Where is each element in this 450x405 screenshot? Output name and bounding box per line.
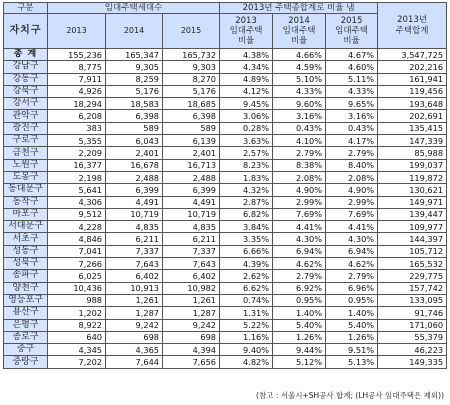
ratio-2015-cell: 2.79% [326,147,378,159]
table-row [4,171,447,183]
households-2013-cell: 8,922 [48,319,106,331]
households-2013-cell: 7,911 [48,73,106,85]
rental-housing-table [3,2,447,369]
households-2013-cell: 7,266 [48,258,106,270]
households-2014-cell: 1,287 [106,307,163,319]
households-2015-cell: 7,656 [163,356,220,368]
region-cell: 중구 [4,344,48,356]
header-rental-households: 임대주택세대수 [48,3,220,14]
region-cell: 광진구 [4,122,48,134]
total-housing-cell: 55,379 [378,331,447,343]
households-2013-cell: 7,202 [48,356,106,368]
table-row [4,208,447,220]
households-2015-cell: 6,139 [163,135,220,147]
households-2015-cell: 5,176 [163,85,220,97]
households-2014-cell: 589 [106,122,163,134]
ratio-2015-cell: 0.95% [326,294,378,306]
households-2014-cell: 18,583 [106,98,163,110]
households-2015-cell: 698 [163,331,220,343]
ratio-2013-cell: 9.45% [220,98,273,110]
ratio-2015-cell: 4.90% [326,184,378,196]
ratio-2015-cell: 7.69% [326,208,378,220]
households-2014-cell: 6,043 [106,135,163,147]
table-row [4,282,447,294]
ratio-2013-cell: 6.62% [220,282,273,294]
households-2013-cell: 5,355 [48,135,106,147]
total-housing-cell: 229,775 [378,270,447,282]
table-row [4,307,447,319]
households-2013-cell: 8,775 [48,61,106,73]
households-2014-cell: 6,398 [106,110,163,122]
region-cell: 강남구 [4,61,48,73]
households-2013-cell: 10,436 [48,282,106,294]
ratio-2014-cell: 6.94% [273,245,326,257]
total-housing-cell: 46,223 [378,344,447,356]
households-2014-cell: 6,399 [106,184,163,196]
ratio-2014-cell: 2.08% [273,171,326,183]
region-cell: 종로구 [4,331,48,343]
households-2014-cell: 6,211 [106,233,163,245]
header-col-2015: 2015 [163,14,220,49]
ratio-2014-cell: 3.16% [273,110,326,122]
ratio-2014-cell: 4.41% [273,221,326,233]
region-cell: 영등포구 [4,294,48,306]
households-2013-cell: 7,041 [48,245,106,257]
header-ratio-2015 [326,14,378,49]
header-ratio-line: 2015 [340,15,363,26]
ratio-2015-cell: 6.94% [326,245,378,257]
households-2015-cell: 4,491 [163,196,220,208]
households-2015-cell: 10,719 [163,208,220,220]
ratio-2013-cell: 3.06% [220,110,273,122]
header-ratio-2014 [273,14,326,49]
ratio-2015-cell: 5.40% [326,319,378,331]
header-total-housing-line: 주택합계 [395,25,429,36]
region-cell: 총 계 [4,49,48,61]
header-ratio-line: 임대주택 [229,25,263,36]
ratio-2014-cell: 2.79% [273,270,326,282]
households-2014-cell: 1,261 [106,294,163,306]
households-2014-cell: 2,488 [106,171,163,183]
households-2013-cell: 640 [48,331,106,343]
region-cell: 성북구 [4,258,48,270]
header-ratio-line: 비율 [343,36,360,47]
households-2015-cell: 1,261 [163,294,220,306]
ratio-2014-cell: 4.62% [273,258,326,270]
ratio-2015-cell: 9.51% [326,344,378,356]
households-2013-cell: 4,306 [48,196,106,208]
ratio-2013-cell: 4.32% [220,184,273,196]
ratio-2013-cell: 1.83% [220,171,273,183]
header-ratio-line: 비율 [237,36,255,47]
ratio-2014-cell: 6.92% [273,282,326,294]
ratio-2013-cell: 4.38% [220,49,273,61]
ratio-2015-cell: 1.26% [326,331,378,343]
households-2014-cell: 2,401 [106,147,163,159]
ratio-2014-cell: 0.43% [273,122,326,134]
households-2015-cell: 165,732 [163,49,220,61]
ratio-2014-cell: 1.40% [273,307,326,319]
households-2015-cell: 8,270 [163,73,220,85]
region-cell: 서초구 [4,233,48,245]
households-2014-cell: 9,242 [106,319,163,331]
region-cell: 구로구 [4,135,48,147]
header-col-2014: 2014 [106,14,163,49]
total-housing-cell: 147,339 [378,135,447,147]
region-cell: 강북구 [4,85,48,97]
households-2014-cell: 9,305 [106,61,163,73]
header-total-housing [378,3,447,49]
total-housing-cell: 157,742 [378,282,447,294]
ratio-2014-cell: 5.40% [273,319,326,331]
header-col-2013: 2013 [48,14,106,49]
ratio-2014-cell: 0.95% [273,294,326,306]
region-cell: 동작구 [4,196,48,208]
total-housing-cell: 149,971 [378,196,447,208]
ratio-2015-cell: 3.16% [326,110,378,122]
ratio-2013-cell: 1.31% [220,307,273,319]
total-housing-cell: 149,335 [378,356,447,368]
ratio-2014-cell: 2.99% [273,196,326,208]
households-2013-cell: 6,025 [48,270,106,282]
households-2015-cell: 7,337 [163,245,220,257]
table-row [4,61,447,73]
ratio-2013-cell: 9.40% [220,344,273,356]
table-row [4,98,447,110]
households-2013-cell: 2,198 [48,171,106,183]
table-row [4,245,447,257]
table-row [4,73,447,85]
region-cell: 강서구 [4,98,48,110]
households-2015-cell: 4,835 [163,221,220,233]
header-ratio-group: 2013년 주택종합계로 비율 냄 [220,3,378,14]
header-gubun: 구분 [4,3,48,14]
ratio-2015-cell: 4.41% [326,221,378,233]
region-cell: 성동구 [4,245,48,257]
households-2013-cell: 383 [48,122,106,134]
households-2015-cell: 9,303 [163,61,220,73]
ratio-2014-cell: 5.12% [273,356,326,368]
households-2014-cell: 7,643 [106,258,163,270]
footnote: (참고 : 서울시+SH공사 합계; (LH공사 임대주택은 제외)) [256,391,444,400]
region-cell: 송파구 [4,270,48,282]
households-2014-cell: 165,347 [106,49,163,61]
ratio-2013-cell: 4.34% [220,61,273,73]
ratio-2013-cell: 4.12% [220,85,273,97]
households-2015-cell: 2,488 [163,171,220,183]
households-2015-cell: 10,982 [163,282,220,294]
ratio-2015-cell: 0.43% [326,122,378,134]
table-row [4,110,447,122]
total-housing-cell: 109,977 [378,221,447,233]
ratio-2015-cell: 4.30% [326,233,378,245]
table-row [4,184,447,196]
header-ratio-line: 2013 [235,15,257,26]
households-2013-cell: 5,641 [48,184,106,196]
total-housing-cell: 202,216 [378,61,447,73]
ratio-2015-cell: 9.65% [326,98,378,110]
total-housing-cell: 85,988 [378,147,447,159]
households-2013-cell: 4,926 [48,85,106,97]
households-2013-cell: 4,345 [48,344,106,356]
header-ratio-line: 비율 [290,36,308,47]
ratio-2015-cell: 2.08% [326,171,378,183]
households-2013-cell: 9,512 [48,208,106,220]
table-row [4,344,447,356]
households-2015-cell: 18,685 [163,98,220,110]
region-cell: 서대문구 [4,221,48,233]
region-cell: 동대문구 [4,184,48,196]
table-row [4,294,447,306]
households-2015-cell: 6,399 [163,184,220,196]
total-housing-cell: 119,872 [378,171,447,183]
ratio-2015-cell: 5.13% [326,356,378,368]
region-cell: 은평구 [4,319,48,331]
header-ratio-2013 [220,14,273,49]
header-region: 자치구 [4,14,48,49]
total-housing-cell: 202,691 [378,110,447,122]
households-2013-cell: 4,846 [48,233,106,245]
region-cell: 관악구 [4,110,48,122]
ratio-2013-cell: 2.62% [220,270,273,282]
ratio-2014-cell: 4.33% [273,85,326,97]
ratio-2015-cell: 1.40% [326,307,378,319]
households-2014-cell: 16,678 [106,159,163,171]
households-2015-cell: 589 [163,122,220,134]
ratio-2014-cell: 4.10% [273,135,326,147]
table-header [4,3,447,49]
table-row [4,135,447,147]
table-row [4,356,447,368]
households-2014-cell: 8,259 [106,73,163,85]
ratio-2013-cell: 5.22% [220,319,273,331]
table-row [4,85,447,97]
ratio-2013-cell: 6.66% [220,245,273,257]
total-housing-cell: 199,037 [378,159,447,171]
ratio-2014-cell: 4.30% [273,233,326,245]
total-housing-cell: 133,095 [378,294,447,306]
ratio-2015-cell: 4.17% [326,135,378,147]
ratio-2013-cell: 8.23% [220,159,273,171]
ratio-2015-cell: 8.40% [326,159,378,171]
region-cell: 강동구 [4,73,48,85]
header-total-housing-line: 2013년 [397,15,427,26]
households-2015-cell: 1,287 [163,307,220,319]
total-housing-cell: 3,547,725 [378,49,447,61]
households-2014-cell: 10,719 [106,208,163,220]
households-2014-cell: 4,835 [106,221,163,233]
total-housing-cell: 119,456 [378,85,447,97]
region-cell: 중랑구 [4,356,48,368]
region-cell: 노원구 [4,159,48,171]
total-housing-cell: 139,447 [378,208,447,220]
households-2015-cell: 6,402 [163,270,220,282]
households-2013-cell: 988 [48,294,106,306]
households-2014-cell: 7,644 [106,356,163,368]
ratio-2013-cell: 1.16% [220,331,273,343]
ratio-2015-cell: 6.96% [326,282,378,294]
households-2015-cell: 6,398 [163,110,220,122]
ratio-2015-cell: 4.62% [326,258,378,270]
ratio-2014-cell: 9.60% [273,98,326,110]
total-housing-cell: 171,060 [378,319,447,331]
households-2014-cell: 6,402 [106,270,163,282]
ratio-2013-cell: 3.35% [220,233,273,245]
table-row [4,331,447,343]
table-row [4,147,447,159]
table-row-total [4,49,447,61]
table-body [4,49,447,369]
ratio-2015-cell: 2.79% [326,270,378,282]
total-housing-cell: 135,415 [378,122,447,134]
ratio-2014-cell: 5.10% [273,73,326,85]
ratio-2013-cell: 3.84% [220,221,273,233]
ratio-2014-cell: 2.79% [273,147,326,159]
households-2015-cell: 6,211 [163,233,220,245]
households-2014-cell: 4,365 [106,344,163,356]
table-row [4,196,447,208]
ratio-2013-cell: 0.28% [220,122,273,134]
region-cell: 용산구 [4,307,48,319]
region-cell: 도봉구 [4,171,48,183]
ratio-2014-cell: 4.90% [273,184,326,196]
header-ratio-line: 임대주택 [335,25,368,36]
total-housing-cell: 105,712 [378,245,447,257]
ratio-2014-cell: 7.69% [273,208,326,220]
table-row [4,221,447,233]
ratio-2013-cell: 4.89% [220,73,273,85]
households-2013-cell: 18,294 [48,98,106,110]
total-housing-cell: 144,397 [378,233,447,245]
households-2013-cell: 1,202 [48,307,106,319]
ratio-2015-cell: 4.67% [326,49,378,61]
ratio-2013-cell: 2.87% [220,196,273,208]
region-cell: 마포구 [4,208,48,220]
ratio-2015-cell: 4.60% [326,61,378,73]
households-2014-cell: 4,491 [106,196,163,208]
ratio-2013-cell: 3.63% [220,135,273,147]
households-2013-cell: 155,236 [48,49,106,61]
region-cell: 양천구 [4,282,48,294]
households-2013-cell: 2,209 [48,147,106,159]
households-2015-cell: 7,643 [163,258,220,270]
households-2015-cell: 4,394 [163,344,220,356]
ratio-2014-cell: 9.44% [273,344,326,356]
ratio-2013-cell: 4.82% [220,356,273,368]
ratio-2015-cell: 5.11% [326,73,378,85]
table-row [4,159,447,171]
total-housing-cell: 161,941 [378,73,447,85]
ratio-2015-cell: 4.33% [326,85,378,97]
ratio-2013-cell: 4.39% [220,258,273,270]
table-row [4,258,447,270]
ratio-2013-cell: 0.74% [220,294,273,306]
households-2014-cell: 10,913 [106,282,163,294]
households-2013-cell: 6,208 [48,110,106,122]
total-housing-cell: 165,532 [378,258,447,270]
ratio-2015-cell: 2.99% [326,196,378,208]
region-cell: 금천구 [4,147,48,159]
total-housing-cell: 91,746 [378,307,447,319]
ratio-2013-cell: 6.82% [220,208,273,220]
households-2013-cell: 4,228 [48,221,106,233]
ratio-2014-cell: 1.26% [273,331,326,343]
households-2014-cell: 5,176 [106,85,163,97]
households-2015-cell: 2,401 [163,147,220,159]
ratio-2014-cell: 4.66% [273,49,326,61]
households-2014-cell: 7,337 [106,245,163,257]
ratio-2014-cell: 4.59% [273,61,326,73]
table-row [4,122,447,134]
table-row [4,270,447,282]
table-row [4,319,447,331]
header-ratio-line: 임대주택 [282,25,316,36]
households-2014-cell: 698 [106,331,163,343]
total-housing-cell: 130,621 [378,184,447,196]
total-housing-cell: 193,648 [378,98,447,110]
households-2013-cell: 16,377 [48,159,106,171]
ratio-2013-cell: 2.57% [220,147,273,159]
ratio-2014-cell: 8.38% [273,159,326,171]
header-ratio-line: 2014 [288,15,310,26]
table-row [4,233,447,245]
households-2015-cell: 9,242 [163,319,220,331]
households-2015-cell: 16,713 [163,159,220,171]
